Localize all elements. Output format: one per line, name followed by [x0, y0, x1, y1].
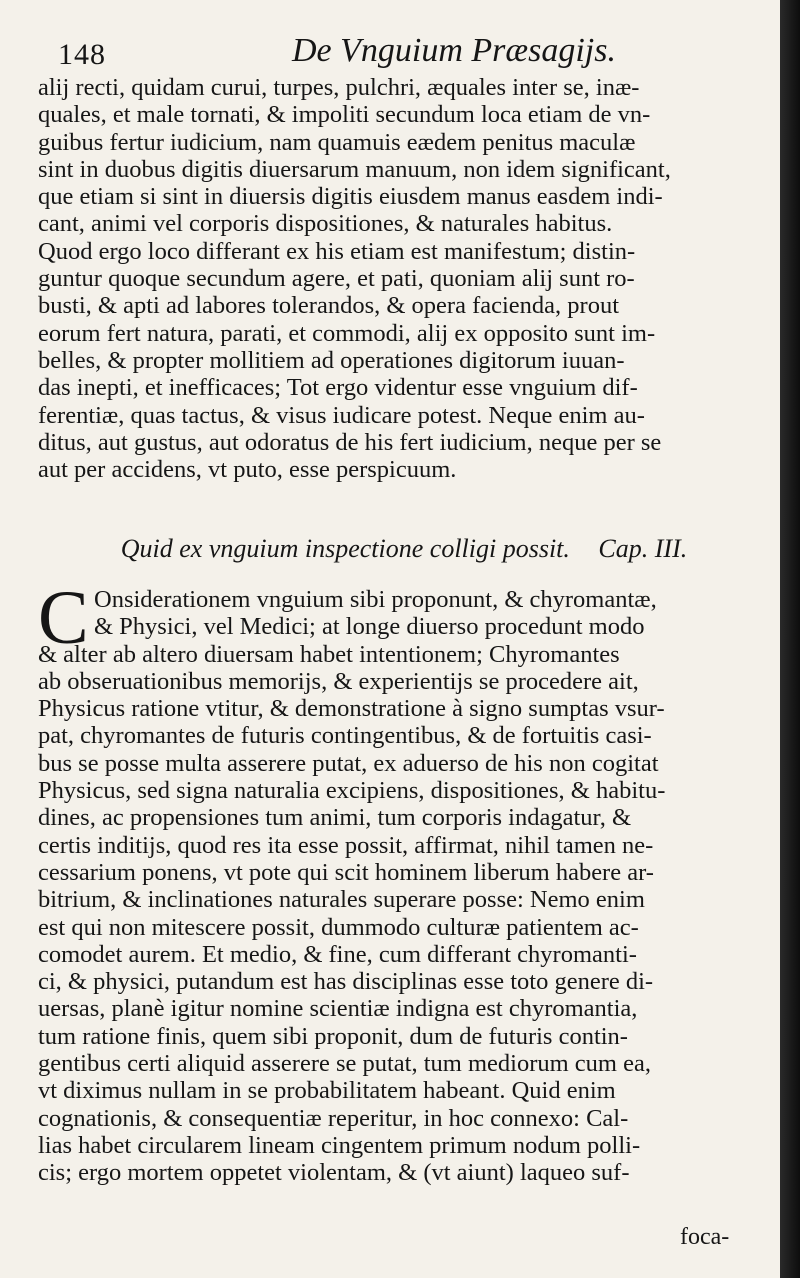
- text-line: cognationis, & consequentiæ reperitur, in hoc connexo: Cal-: [38, 1104, 629, 1132]
- text-line: vt diximus nullam in se probabilitatem habeant. Quid enim: [38, 1077, 616, 1105]
- text-line: ferentiæ, quas tactus, & visus iudicare potest. Neque enim au-: [38, 401, 645, 429]
- text-line: pat, chyromantes de futuris contingentibus, & de fortuitis casi-: [38, 722, 652, 750]
- text-line: das inepti, et inefficaces; Tot ergo videntur esse vnguium dif-: [38, 374, 638, 402]
- drop-cap: C: [38, 576, 89, 660]
- page-header: [40, 22, 760, 72]
- text-line: Quod ergo loco differant ex his etiam est manifestum; distin-: [38, 237, 636, 265]
- text-line: Physicus, sed signa naturalia excipiens, dispositiones, & habitu-: [38, 777, 666, 805]
- chapter-heading: [40, 534, 768, 564]
- text-line: alij recti, quidam curui, turpes, pulchri, æquales inter se, inæ-: [38, 74, 640, 101]
- text-line: uersas, planè igitur nomine scientiæ indigna est chyromantia,: [38, 995, 638, 1023]
- page-number: 148: [58, 38, 106, 71]
- text-line: Onsiderationem vnguium sibi proponunt, & chyromantæ,: [94, 586, 657, 613]
- text-line: sint in duobus digitis diuersarum manuum, non idem significant,: [38, 155, 671, 183]
- text-line: cessarium ponens, vt pote qui scit hominem liberum habere ar-: [38, 858, 654, 886]
- text-line: ci, & physici, putandum est has disciplinas esse toto genere di-: [38, 968, 654, 996]
- page-edge: [780, 0, 800, 1278]
- text-line: aut per accidens, vt puto, esse perspicuum.: [38, 456, 457, 484]
- text-line: bitrium, & inclinationes naturales superare posse: Nemo enim: [38, 886, 645, 914]
- chapter-title: Quid ex vnguium inspectione colligi possit.: [120, 534, 570, 563]
- catchword: foca-: [680, 1224, 730, 1250]
- chapter-number: Cap. III.: [598, 534, 688, 563]
- text-line: lias habet circularem lineam cingentem primum nodum polli-: [38, 1131, 641, 1159]
- text-line: & Physici, vel Medici; at longe diuerso procedunt modo: [94, 613, 645, 641]
- text-line: guntur quoque secundum agere, et pati, quoniam alij sunt ro-: [38, 265, 635, 293]
- text-line: que etiam si sint in diuersis digitis eiusdem manus easdem indi-: [38, 183, 663, 211]
- text-line: est qui non mitescere possit, dummodo culturæ patientem ac-: [38, 913, 639, 941]
- text-line: & alter ab altero diuersam habet intentionem; Chyromantes: [38, 640, 620, 668]
- paragraph-2: [38, 576, 766, 1187]
- text-line: comodet aurem. Et medio, & fine, cum differant chyromanti-: [38, 940, 637, 968]
- text-line: tum ratione finis, quem sibi proponit, dum de futuris contin-: [38, 1022, 628, 1050]
- text-line: ditus, aut gustus, aut odoratus de his fert iudicium, neque per se: [38, 428, 662, 456]
- text-line: eorum fert natura, parati, et commodi, alij ex opposito sunt im-: [38, 319, 656, 347]
- text-line: gentibus certi aliquid asserere se putat, tum mediorum cum ea,: [38, 1050, 651, 1078]
- text-line: guibus fertur iudicium, nam quamuis eædem penitus maculæ: [38, 128, 636, 156]
- text-line: certis inditijs, quod res ita esse possit, affirmat, nihil tamen ne-: [38, 831, 654, 859]
- text-line: cant, animi vel corporis dispositiones, & naturales habitus.: [38, 210, 613, 238]
- text-line: belles, & propter mollitiem ad operationes digitorum iuuan-: [38, 346, 625, 374]
- text-line: Physicus ratione vtitur, & demonstratione à signo sumptas vsur-: [38, 695, 665, 723]
- text-line: dines, ac propensiones tum animi, tum corporis indagatur, &: [38, 804, 632, 832]
- text-line: busti, & apti ad labores tolerandos, & opera facienda, prout: [38, 292, 620, 320]
- running-title: De Vnguium Præsagijs.: [292, 32, 616, 69]
- text-line: cis; ergo mortem oppetet violentam, & (vt aiunt) laqueo suf-: [38, 1159, 630, 1187]
- paragraph-1: [38, 74, 766, 483]
- text-line: bus se posse multa asserere putat, ex aduerso de his non cogitat: [38, 749, 659, 777]
- text-line: ab obseruationibus memorijs, & experientijs se procedere ait,: [38, 667, 639, 695]
- text-line: quales, et male tornati, & impoliti secundum loca etiam de vn-: [38, 101, 651, 129]
